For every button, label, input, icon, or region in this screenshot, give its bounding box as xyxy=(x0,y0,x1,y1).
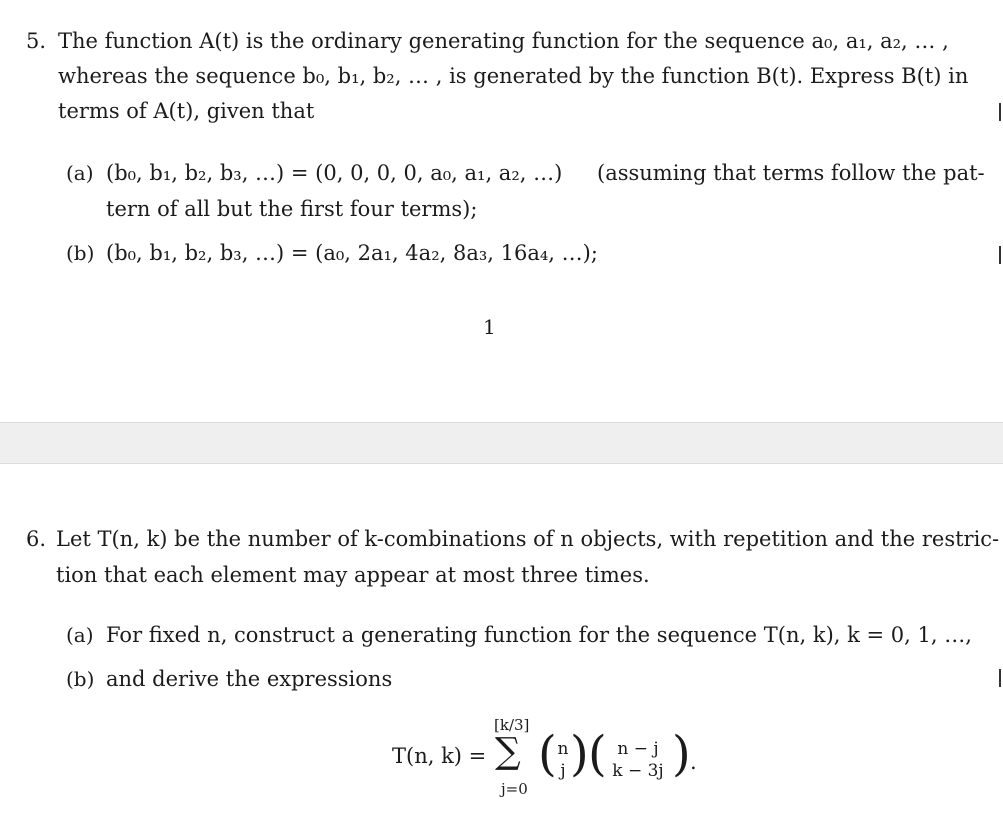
problem-5-part-a-text: (assuming that terms follow the pat- xyxy=(597,161,985,185)
problem-5-part-a-math: (b₀, b₁, b₂, b₃, …) = (0, 0, 0, 0, a₀, a₁, a₂, …) xyxy=(106,161,563,185)
formula-lhs: T(n, k) = xyxy=(392,744,487,768)
problem-6-part-b: and derive the expressions xyxy=(106,667,393,691)
problem-5-line-1: The function A(t) is the ordinary generating function for the sequence a₀, a₁, a₂, … , xyxy=(58,29,949,53)
right-margin-mark xyxy=(999,103,1001,121)
page-separator xyxy=(0,422,1003,464)
sum-sign: ∑ xyxy=(495,731,521,772)
left-paren: ( xyxy=(588,726,607,782)
problem-6-part-a-label: (a) xyxy=(66,623,94,647)
problem-6-part-b-label: (b) xyxy=(66,667,95,691)
problem-5-part-b-label: (b) xyxy=(66,241,95,265)
right-paren: ) xyxy=(570,726,589,782)
problem-5-part-a-text-2: tern of all but the first four terms); xyxy=(106,197,478,221)
right-margin-mark xyxy=(999,669,1001,687)
formula-end: . xyxy=(690,750,697,774)
binom-1-bottom: j xyxy=(560,761,566,781)
binom-2-bottom: k − 3j xyxy=(612,761,664,781)
problem-6-number: 6. xyxy=(26,527,47,551)
binom-2 xyxy=(603,738,673,782)
right-paren: ) xyxy=(672,726,691,782)
right-margin-mark xyxy=(999,246,1001,264)
problem-6-line-1: Let T(n, k) be the number of k-combinations of n objects, with repetition and the restric- xyxy=(56,527,1000,551)
left-paren: ( xyxy=(538,726,557,782)
problem-5-part-a-label: (a) xyxy=(66,161,94,185)
sum-upper-limit: [k/3] xyxy=(494,716,530,734)
binom-1-top: n xyxy=(557,739,569,759)
problem-5-line-3: terms of A(t), given that xyxy=(58,99,315,123)
binomial-sum-formula xyxy=(392,718,722,798)
problem-6-line-2: tion that each element may appear at most three times. xyxy=(56,563,650,587)
problem-5-part-b-math: (b₀, b₁, b₂, b₃, …) = (a₀, 2a₁, 4a₂, 8a₃, 16a₄, …); xyxy=(106,241,598,265)
page-number: 1 xyxy=(483,315,496,339)
problem-5-line-2: whereas the sequence b₀, b₁, b₂, … , is generated by the function B(t). Express B(t) in xyxy=(58,64,969,88)
sum-lower-limit: j=0 xyxy=(501,780,528,798)
problem-5-number: 5. xyxy=(26,29,47,53)
problem-6-part-a: For fixed n, construct a generating function for the sequence T(n, k), k = 0, 1, …, xyxy=(106,623,972,647)
binom-2-top: n − j xyxy=(617,739,659,759)
